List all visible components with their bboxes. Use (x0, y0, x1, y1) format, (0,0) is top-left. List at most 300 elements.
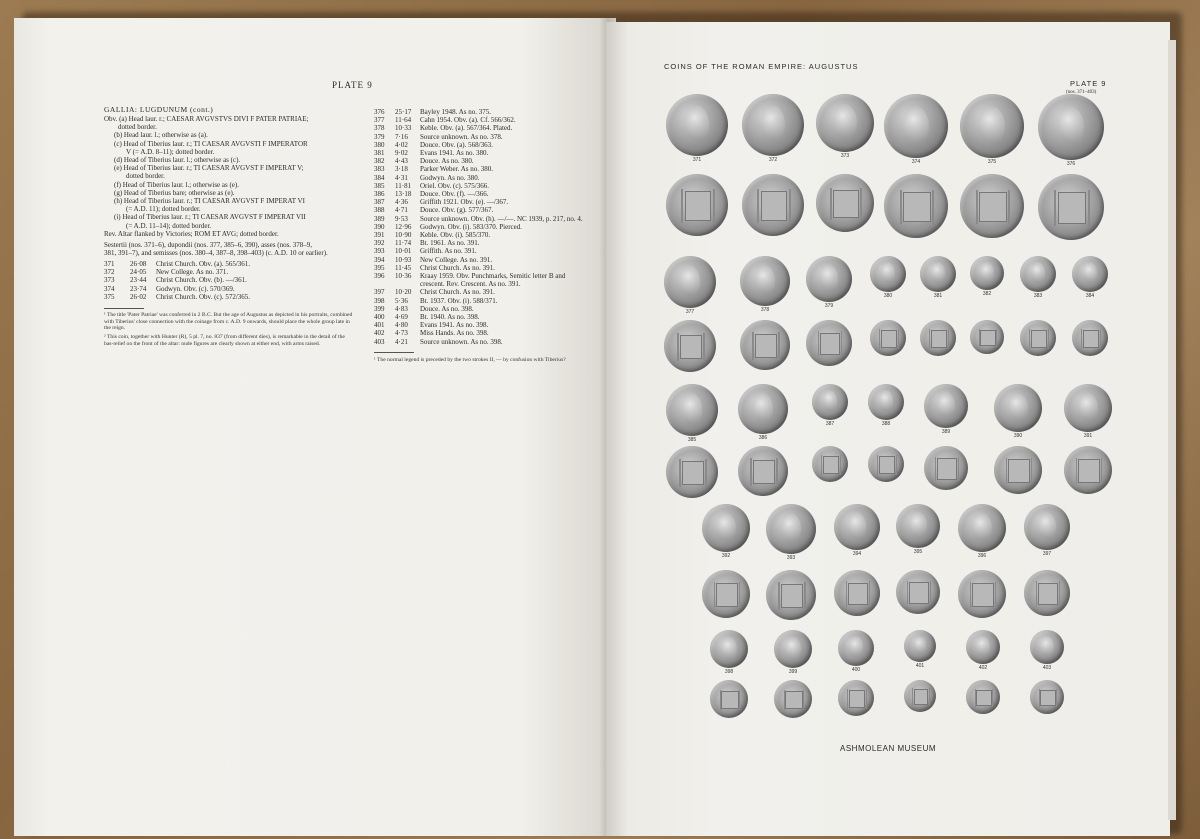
entry-texts (156, 260, 250, 301)
entry-text: Kraay 1959. Obv. Punchmarks, Semitic letter B and (420, 272, 566, 281)
portrait-head (833, 104, 856, 138)
entry-text: Miss Hands. As no. 398. (420, 329, 489, 338)
altar-design (879, 456, 895, 474)
entry-text: Source unknown. Obv. (h). —/—. NC 1939, p. 217, no. 4. (420, 214, 583, 223)
portrait-head (753, 393, 773, 422)
coin-number-label: 389 (941, 429, 951, 435)
coin-reverse (896, 570, 940, 614)
coin-number-label: 396 (977, 553, 987, 559)
altar-design (849, 690, 865, 708)
coin-obverse (664, 256, 716, 308)
obverse-block (104, 115, 308, 230)
altar-design (976, 690, 992, 707)
entry-number: 374 (104, 284, 115, 293)
entry-text: New College. As no. 371. (156, 268, 229, 277)
altar-design (761, 191, 788, 220)
coin-number-label: 381 (933, 293, 943, 299)
obverse-line: V (= A.D. 8–11); dotted border. (126, 147, 215, 156)
entry-weight: 4·71 (395, 206, 408, 215)
entry-text: Keble. Obv. (i). 585/370. (420, 231, 491, 240)
coin-obverse (868, 384, 904, 420)
entry-text: Christ Church. As no. 391. (420, 263, 495, 272)
entry-weight: 26·08 (130, 260, 147, 268)
portrait-head (761, 105, 786, 141)
entry-text: Douce. As no. 380. (420, 157, 474, 166)
portrait-head (903, 106, 929, 143)
altar-design (1031, 330, 1047, 348)
entry-weight: 4·31 (395, 173, 408, 182)
entry-text: Oriel. Obv. (c). 575/366. (420, 181, 489, 190)
entry-number: 377 (374, 116, 385, 125)
entry-text: Bt. 1937. Obv. (i). 588/371. (420, 296, 498, 305)
portrait-head (848, 512, 866, 539)
portrait-head (909, 512, 927, 538)
portrait-head (1078, 393, 1097, 421)
coin-reverse (1064, 446, 1112, 494)
entry-number: 400 (374, 313, 385, 322)
entry-text: Douce. Obv. (f). —/366. (420, 190, 489, 199)
portrait-head (716, 513, 735, 541)
portrait-head (1083, 262, 1097, 283)
coin-obverse (702, 504, 750, 552)
altar-design (903, 192, 931, 222)
coin-number-label: 401 (915, 663, 925, 669)
entry-number: 375 (104, 292, 115, 301)
coin-reverse (924, 446, 968, 490)
entry-number: 382 (374, 157, 385, 166)
portrait-head (1031, 262, 1045, 283)
entry-weight: 26·02 (130, 292, 147, 301)
coin-number-label: 397 (1042, 551, 1052, 557)
entry-text: Parker Weber. As no. 380. (420, 165, 493, 174)
running-head: COINS OF THE ROMAN EMPIRE: AUGUSTUS (664, 62, 859, 71)
entry-number: 381 (374, 149, 385, 158)
altar-design (972, 583, 993, 606)
obverse-line: (i) Head of Tiberius laur. r.; TI CAESAR AVGVST F IMPERAT VII (114, 213, 306, 222)
coin-number-label: 384 (1085, 293, 1095, 299)
coin-number-label: 383 (1033, 293, 1043, 299)
entry-text: Bt. 1940. As no. 398. (420, 313, 480, 322)
coin-obverse (870, 256, 906, 292)
coin-number-label: 373 (840, 153, 850, 159)
entry-number: 402 (374, 329, 385, 338)
portrait-head (931, 262, 945, 283)
altar-design (682, 461, 705, 486)
obverse-line: (d) Head of Tiberius laur. l.; otherwise as (c). (114, 156, 241, 165)
entry-number: 378 (374, 124, 385, 133)
coin-obverse (1030, 630, 1064, 664)
coin-reverse (1038, 174, 1104, 240)
portrait-head (1008, 393, 1027, 421)
coin-obverse (816, 94, 874, 152)
entry-weight: 25·17 (395, 108, 412, 116)
portrait-head (979, 106, 1005, 143)
coin-reverse (970, 320, 1004, 354)
entry-number: 387 (374, 198, 385, 207)
coin-reverse (738, 446, 788, 496)
entry-weight: 10·01 (395, 247, 412, 256)
entry-weight: 10·33 (395, 124, 412, 133)
coin-reverse (1024, 570, 1070, 616)
coin-number-label: 398 (724, 669, 734, 675)
entry-text: Evans 1941. As no. 380. (420, 149, 489, 158)
altar-design (721, 691, 738, 710)
portrait-head (937, 392, 955, 418)
altar-design (1083, 330, 1099, 348)
entry-text: Keble. Obv. (a). 567/364. Plated. (420, 124, 513, 133)
altar-design (979, 192, 1007, 222)
coin-number-label: 388 (881, 421, 891, 427)
altar-design (1040, 690, 1056, 707)
altar-design (716, 583, 737, 606)
coin-obverse (838, 630, 874, 666)
coin-reverse (740, 320, 790, 370)
portrait-head (785, 637, 800, 659)
coin-reverse (806, 320, 852, 366)
coin-obverse (738, 384, 788, 434)
coin-reverse (766, 570, 816, 620)
entry-weight: 4·21 (395, 337, 408, 346)
obverse-line: (g) Head of Tiberius bare; otherwise as (e). (114, 188, 235, 197)
entry-weight: 4·43 (395, 157, 408, 166)
obverse-line: (= A.D. 11); dotted border. (126, 205, 201, 214)
entry-text: Griffith. As no. 391. (420, 247, 477, 256)
altar-design (823, 456, 839, 474)
entry-weight: 4·69 (395, 313, 408, 322)
entry-number: 394 (374, 255, 385, 264)
entry-weight: 10·93 (395, 255, 412, 264)
coin-obverse (666, 94, 728, 156)
altar-design (937, 458, 957, 479)
entry-number: 391 (374, 231, 385, 240)
right-plate-title: PLATE 9 (1070, 79, 1107, 88)
altar-design (785, 691, 802, 710)
entry-numbers-right (374, 108, 385, 346)
coin-reverse (774, 680, 812, 718)
coin-obverse (924, 384, 968, 428)
entry-text: Source unknown. As no. 398. (420, 337, 503, 346)
altar-design (820, 333, 840, 355)
coin-obverse (884, 94, 948, 158)
obverse-line: (f) Head of Tiberius laur. l.; otherwise as (e). (114, 180, 239, 189)
entry-weight: 4·02 (395, 140, 408, 149)
coin-obverse (710, 630, 748, 668)
entry-number: 399 (374, 304, 385, 313)
altar-design (680, 335, 703, 360)
entry-number: 383 (374, 165, 385, 174)
altar-design (1038, 583, 1058, 605)
coin-obverse (1064, 384, 1112, 432)
coin-number-label: 375 (987, 159, 997, 165)
obverse-line: dotted border. (126, 172, 165, 181)
entry-number: 385 (374, 181, 385, 190)
coin-obverse (742, 94, 804, 156)
coin-number-label: 387 (825, 421, 835, 427)
footnote-rule (104, 308, 144, 309)
coin-obverse (774, 630, 812, 668)
coin-number-label: 399 (788, 669, 798, 675)
entry-number: 372 (104, 268, 115, 277)
entry-number: 386 (374, 190, 385, 199)
footnote-2: ² This coin, together with Hunter (R), 5 pl. 7, no. 837 (from different dies), is remarkable in the detail of the bas-relief on the front of the altar: nude figures are clearly shown at either end, with arms raised. (104, 334, 345, 347)
entry-weight: 13·18 (395, 190, 412, 199)
entry-number: 396 (374, 272, 385, 281)
entry-number: 392 (374, 239, 385, 248)
entry-text: New College. As no. 391. (420, 255, 493, 264)
entry-weight: 4·73 (395, 329, 408, 338)
obverse-line: (e) Head of Tiberius laur. r.; TI CAESAR AVGVST F IMPERAT V; (114, 164, 304, 173)
coin-reverse (666, 446, 718, 498)
coin-reverse (710, 680, 748, 718)
footnote-rule-right (374, 352, 414, 353)
entry-text: Godwyn. As no. 380. (420, 173, 480, 182)
entry-weight: 4·80 (395, 321, 408, 330)
entry-text: Bayley 1948. As no. 375. (420, 108, 491, 116)
obverse-line: Obv. (a) Head laur. r.; CAESAR AVGVSTVS DIVI F PATER PATRIAE; (104, 115, 309, 123)
entry-weight: 12·96 (395, 222, 412, 231)
coin-obverse (1024, 504, 1070, 550)
coin-reverse (966, 680, 1000, 714)
footer-museum: ASHMOLEAN MUSEUM (840, 744, 937, 753)
coin-obverse (812, 384, 848, 420)
coin-reverse (812, 446, 848, 482)
coin-number-label: 394 (852, 551, 862, 557)
portrait-head (685, 105, 710, 141)
entry-text: Douce. As no. 398. (420, 304, 474, 313)
entry-weight: 11·74 (395, 239, 412, 248)
entry-text: Godwyn. Obv. (c). 570/369. (156, 284, 235, 293)
altar-design (914, 689, 929, 705)
portrait-head (682, 393, 703, 423)
coin-reverse (870, 320, 906, 356)
portrait-head (972, 513, 991, 541)
coin-reverse (920, 320, 956, 356)
altar-design (781, 584, 803, 608)
altar-design (881, 330, 897, 348)
entry-weight: 24·05 (130, 268, 147, 277)
altar-design (931, 330, 947, 348)
entry-weights (130, 260, 146, 301)
coin-number-label: 392 (721, 553, 731, 559)
altar-design (1008, 459, 1029, 482)
entry-weight: 23·74 (130, 284, 147, 293)
entry-text: Bt. 1961. As no. 391. (420, 239, 480, 248)
coin-reverse (904, 680, 936, 712)
portrait-head (721, 637, 736, 659)
entry-number: 397 (374, 288, 385, 297)
coin-reverse (1020, 320, 1056, 356)
entry-text: Christ Church. Obv. (c). 572/365. (156, 292, 251, 301)
coin-reverse (702, 570, 750, 618)
coin-reverse (664, 320, 716, 372)
section-title: GALLIA: LUGDUNUM (cont.) (104, 105, 214, 114)
entry-weights-right (395, 108, 411, 346)
entry-text: Christ Church. As no. 391. (420, 288, 495, 297)
coin-reverse (868, 446, 904, 482)
altar-design (753, 460, 775, 484)
altar-design (685, 191, 712, 220)
entry-number: 373 (104, 276, 115, 285)
coin-number-label: 376 (1066, 161, 1076, 167)
footnote-1: ¹ The title 'Pater Patriae' was conferred in 2 B.C. But the age of Augustus as depicted in his portraits, combined with Tiberius' close connection with the coinage from c. A.D. 9 onwards, should place the whole group late in the reign. (104, 312, 353, 332)
entry-weight: 10·90 (395, 231, 412, 240)
entry-number (374, 280, 385, 288)
entry-weight: 9·53 (395, 214, 408, 223)
portrait-head (755, 265, 775, 294)
entry-weight: 4·83 (395, 304, 408, 313)
obverse-line: (= A.D. 11–14); dotted border. (126, 221, 212, 230)
obverse-line: (b) Head laur. l.; otherwise as (a). (114, 131, 208, 140)
entry-number: 398 (374, 296, 385, 305)
coin-number-label: 403 (1042, 665, 1052, 671)
obverse-line: (h) Head of Tiberius laur. r.; TI CAESAR AVGVST F IMPERAT VI (114, 197, 305, 206)
coin-number-label: 391 (1083, 433, 1093, 439)
coin-number-label: 382 (982, 291, 992, 297)
portrait-head (1038, 512, 1056, 539)
coin-reverse (1030, 680, 1064, 714)
coin-number-label: 395 (913, 549, 923, 555)
entry-weight: 10·20 (395, 288, 412, 297)
entry-weight: 4·36 (395, 198, 408, 207)
portrait-head (680, 265, 701, 295)
coin-number-label: 377 (685, 309, 695, 315)
portrait-head (849, 636, 863, 657)
coin-number-label: 371 (692, 157, 702, 163)
denomination-line: Sestertii (nos. 371–6), dupondii (nos. 377, 385–6, 390), asses (nos. 378–9, (104, 241, 313, 249)
coin-obverse (958, 504, 1006, 552)
entry-text: Christ Church. Obv. (a). 565/361. (156, 260, 251, 268)
coin-reverse (742, 174, 804, 236)
altar-design (1078, 459, 1099, 482)
coin-number-label: 400 (851, 667, 861, 673)
footnote-right: ¹ The normal legend is preceded by the two strokes II, — by confusion with Tiberius? (374, 357, 566, 363)
entry-number: 376 (374, 108, 385, 116)
coin-number-label: 386 (758, 435, 768, 441)
coin-obverse (1072, 256, 1108, 292)
altar-design (1058, 192, 1086, 223)
altar-design (980, 330, 996, 347)
coin-obverse (920, 256, 956, 292)
entry-number: 393 (374, 247, 385, 256)
coin-number-label: 374 (911, 159, 921, 165)
coin-obverse (1020, 256, 1056, 292)
coin-obverse (960, 94, 1024, 158)
entry-text: Griffith 1921. Obv. (e). —/367. (420, 198, 509, 207)
coin-reverse (960, 174, 1024, 238)
coin-reverse (816, 174, 874, 232)
coin-obverse (806, 256, 852, 302)
portrait-head (914, 636, 927, 655)
entry-weight: 9·02 (395, 149, 408, 158)
portrait-head (976, 636, 990, 656)
left-plate-title: PLATE 9 (332, 80, 373, 90)
entry-weight: 7·16 (395, 132, 408, 141)
entry-number: 389 (374, 214, 385, 223)
altar-design (833, 190, 858, 218)
left-page (14, 18, 610, 836)
entry-text: Source unknown. As no. 378. (420, 132, 503, 141)
entry-weight: 5·36 (395, 296, 408, 305)
coin-obverse (834, 504, 880, 550)
portrait-head (820, 264, 838, 291)
obverse-line: dotted border. (118, 123, 157, 132)
entry-text: Cahn 1954. Obv. (a). Cf. 566/362. (420, 116, 516, 125)
plate-range: (nos. 371–403) (1066, 90, 1097, 95)
entry-text: Douce. Obv. (a). 568/363. (420, 140, 493, 149)
coin-obverse (904, 630, 936, 662)
entry-weight: 10·36 (395, 272, 412, 281)
entry-text: crescent. Rev. Crescent. As no. 391. (420, 280, 521, 289)
coin-obverse (740, 256, 790, 306)
entry-weight: 3·18 (395, 165, 408, 174)
entry-number: 384 (374, 173, 385, 182)
coin-number-label: 379 (824, 303, 834, 309)
entry-number: 388 (374, 206, 385, 215)
obverse-line: (c) Head of Tiberius laur. r.; TI CAESAR AVGVSTI F IMPERATOR (114, 139, 308, 148)
page-edge (1168, 40, 1176, 820)
right-page (606, 22, 1170, 836)
altar-design (909, 582, 929, 603)
coin-number-label: 390 (1013, 433, 1023, 439)
portrait-head (1040, 636, 1054, 656)
coin-obverse (1038, 94, 1104, 160)
entry-number: 390 (374, 222, 385, 231)
coin-reverse (994, 446, 1042, 494)
entry-weight: 11·81 (395, 181, 412, 190)
coin-reverse (1072, 320, 1108, 356)
coin-reverse (958, 570, 1006, 618)
entry-numbers (104, 260, 115, 301)
entry-weight: 23·44 (130, 276, 147, 285)
altar-design (755, 334, 777, 358)
portrait-head (980, 262, 994, 282)
entry-number: 403 (374, 337, 385, 346)
entry-text: Evans 1941. As no. 398. (420, 321, 489, 330)
altar-design (848, 583, 868, 605)
coin-reverse (884, 174, 948, 238)
portrait-head (881, 262, 895, 283)
entry-number: 380 (374, 140, 385, 149)
reverse-line: Rev. Altar flanked by Victories; ROM ET AVG; dotted border. (104, 230, 279, 238)
entry-weight: 11·64 (395, 116, 412, 125)
coin-reverse (666, 174, 728, 236)
coin-number-label: 393 (786, 555, 796, 561)
entry-texts-right (420, 108, 583, 346)
coin-reverse (834, 570, 880, 616)
denomination-line: 381, 391–7), and semisses (nos. 380–4, 387–8, 398–403) (c. A.D. 10 or earlier). (104, 249, 328, 257)
coin-obverse (970, 256, 1004, 290)
coin-reverse (838, 680, 874, 716)
portrait-head (879, 390, 893, 411)
coin-number-label: 380 (883, 293, 893, 299)
entry-number: 379 (374, 132, 385, 141)
coin-number-label: 378 (760, 307, 770, 313)
entry-number: 371 (104, 260, 115, 268)
portrait-head (781, 513, 801, 542)
coin-obverse (966, 630, 1000, 664)
coin-obverse (666, 384, 718, 436)
coin-number-label: 385 (687, 437, 697, 443)
coin-obverse (994, 384, 1042, 432)
entry-number: 401 (374, 321, 385, 330)
entry-weight (395, 280, 411, 288)
entry-text: Douce. Obv. (g). 577/367. (420, 206, 494, 215)
entry-text: Christ Church. Obv. (b). —/361. (156, 276, 247, 285)
coin-number-label: 402 (978, 665, 988, 671)
coin-obverse (766, 504, 816, 554)
portrait-head (823, 390, 837, 411)
portrait-head (1058, 106, 1084, 144)
